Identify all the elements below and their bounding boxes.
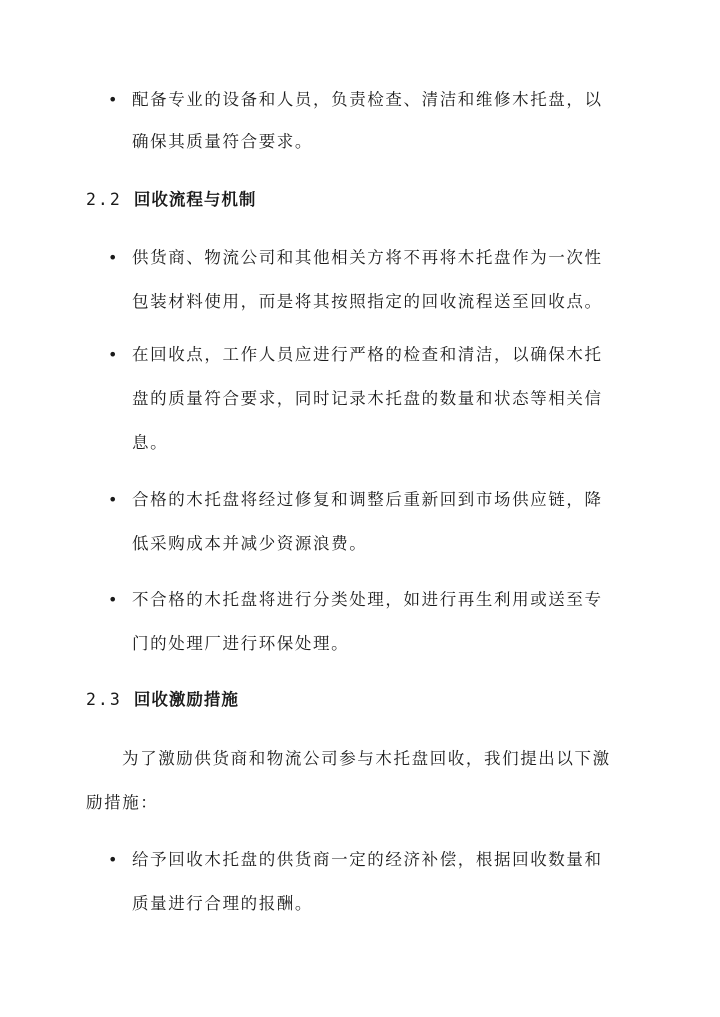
bullet-text-line: 门的处理厂进行环保处理。 xyxy=(132,634,350,653)
bullet-dot: • xyxy=(108,345,118,364)
section-number: 2.3 xyxy=(86,690,122,709)
section-heading-2-3 xyxy=(86,690,239,710)
bullet-text-line: 给予回收木托盘的供货商一定的经济补偿，根据回收数量和 xyxy=(132,850,603,869)
bullet-dot: • xyxy=(108,590,118,609)
bullet-text-line: 质量进行合理的报酬。 xyxy=(132,894,313,913)
bullet-text-line: 在回收点，工作人员应进行严格的检查和清洁，以确保木托 xyxy=(132,345,603,364)
bullet-text-line: 合格的木托盘将经过修复和调整后重新回到市场供应链，降 xyxy=(132,490,603,509)
bullet-text-line: 低采购成本并减少资源浪费。 xyxy=(132,534,368,553)
bullet-dot: • xyxy=(108,248,118,267)
paragraph-line: 为了激励供货商和物流公司参与木托盘回收，我们提出以下激 xyxy=(122,749,611,768)
paragraph-line: 励措施： xyxy=(86,793,159,812)
section-title: 回收激励措施 xyxy=(133,690,239,709)
bullet-text-line: 供货商、物流公司和其他相关方将不再将木托盘作为一次性 xyxy=(132,248,603,267)
bullet-text-line: 确保其质量符合要求。 xyxy=(132,132,313,151)
bullet-text-line: 配备专业的设备和人员，负责检查、清洁和维修木托盘，以 xyxy=(132,90,603,109)
section-title: 回收流程与机制 xyxy=(133,190,257,209)
bullet-text-line: 息。 xyxy=(132,433,169,452)
bullet-dot: • xyxy=(108,90,118,109)
section-number: 2.2 xyxy=(86,190,122,209)
bullet-text-line: 包装材料使用，而是将其按照指定的回收流程送至回收点。 xyxy=(132,292,603,311)
bullet-text-line: 盘的质量符合要求，同时记录木托盘的数量和状态等相关信 xyxy=(132,389,603,408)
section-heading-2-2 xyxy=(86,190,256,210)
bullet-text-line: 不合格的木托盘将进行分类处理，如进行再生利用或送至专 xyxy=(132,590,603,609)
bullet-dot: • xyxy=(108,850,118,869)
bullet-dot: • xyxy=(108,490,118,509)
